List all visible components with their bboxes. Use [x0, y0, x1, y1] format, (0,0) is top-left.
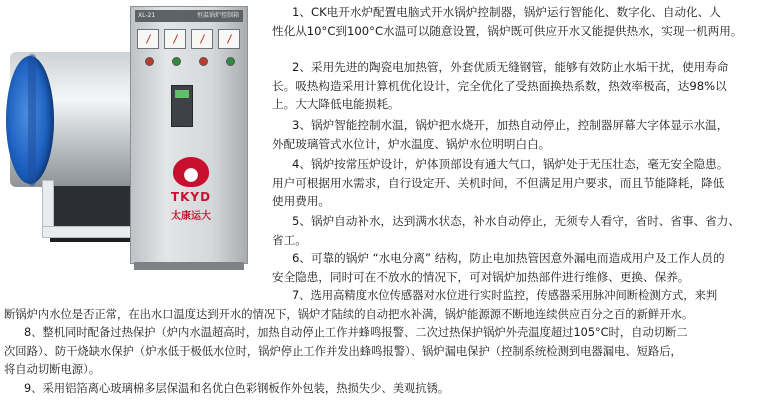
feature-line: 安全隐患，同时可在不放水的情况下，可对锅炉加热部件进行维修、更换、保养。: [272, 269, 690, 284]
feature-line: 3、锅炉智能控制水温，锅炉把水烧开，加热自动停止，控制器屏幕大字体显示水温，: [292, 118, 729, 132]
feature-line: 用户可根据用水需求，自行设定开、关机时间，不但满足用户要求，而且节能降耗，降低: [272, 175, 725, 190]
feature-8: [4, 324, 688, 380]
digital-controller: [171, 85, 193, 127]
outlet-pipe-horizontal: [42, 226, 132, 238]
feature-line: 次回路）、防干烧缺水保护（炉水低于极低水位时，锅炉停止工作并发出蜂鸣报警）、锅炉漏电保护（控制系统检测到电器漏电、短路后，: [4, 344, 682, 358]
feature-line: 2、采用先进的陶瓷电加热管，外套优质无缝钢管，能够有效防止水垢干扰，使用寿命: [292, 60, 729, 74]
indicator-light-icon: [145, 57, 154, 66]
feature-line: 断锅炉内水位是否正常，在出水口温度达到开水的情况下，锅炉才陆续的自动把水补满，锅炉能源源不断地连续供应百分之百的新鲜开水。: [4, 307, 694, 321]
feature-line: 9、采用铝箔离心玻璃棉多层保温和名优白色彩钢板作外包装，热损失少、美观抗锈。: [24, 382, 450, 395]
feature-line: 5、锅炉自动补水，达到满水状态，补水自动停止，无须专人看守，省时、省事、省力、: [292, 214, 740, 228]
feature-line: 将自动切断电源）。: [4, 363, 101, 377]
gauge-icon: [137, 29, 159, 49]
brand-logo-cn: 太康运大: [171, 211, 211, 222]
feature-line: 8、整机同时配备过热保护（炉内水温超高时，加热自动停止工作并蜂鸣报警、二次过热保护锅炉外壳温度超过105°C时，自动切断二: [24, 326, 688, 339]
feature-line: 1、CK电开水炉配置电脑式开水锅炉控制器，锅炉运行智能化、数字化、自动化、人: [292, 5, 721, 19]
brand-logo-icon: [173, 157, 209, 187]
gauge-icon: [218, 29, 240, 49]
feature-7: [4, 287, 718, 324]
cabinet-nameplate: [135, 10, 243, 22]
feature-line: 外配玻璃管式水位计，炉水温度、锅炉水位明明白白。: [272, 136, 551, 151]
gauge-icon: [164, 29, 186, 49]
indicator-light-icon: [199, 57, 208, 66]
feature-9: [24, 380, 449, 399]
panel-title: 恒温锅炉控制箱: [196, 12, 239, 19]
brand-logo: [159, 157, 223, 227]
feature-5: [272, 212, 740, 249]
feature-1: [272, 3, 743, 40]
cabinet-base: [134, 262, 244, 270]
indicator-light-row: [139, 57, 243, 67]
feature-2: [272, 58, 729, 114]
gauge-icon: [191, 29, 213, 49]
feature-4: [272, 155, 729, 211]
boiler-stand: [54, 186, 134, 226]
indicator-light-icon: [226, 57, 235, 66]
feature-3: [272, 116, 729, 153]
feature-line: 7、选用高精度水位传感器对水位进行实时监控，传感器采用脉冲间断检测方式，来判: [292, 289, 718, 302]
meter-row: [137, 29, 241, 51]
feature-line: 省工。: [272, 232, 307, 247]
feature-line: 长。吸热构造采用计算机优化设计，完全优化了受热面换热系数，热效率极高，达98%以: [272, 78, 727, 93]
indicator-light-icon: [172, 57, 181, 66]
feature-line: 上。大大降低电能损耗。: [272, 97, 400, 112]
feature-line: 4、锅炉按常压炉设计，炉体顶部设有通大气口，锅炉处于无压壮态，毫无安全隐患。: [292, 157, 729, 171]
brand-logo-en: TKYD: [170, 190, 212, 204]
control-cabinet: [130, 6, 248, 264]
feature-line: 性化从10°C到100°C水温可以随意设置，锅炉既可供应开水又能提供热水，实现一机两用。: [272, 23, 743, 38]
feature-line: 6、可靠的锅炉 “水电分离” 结构，防止电加热管因意外漏电而造成用户及工作人员的: [292, 251, 725, 265]
boiler-tank-ring: [28, 54, 36, 186]
model-label: XL-21: [138, 12, 156, 19]
feature-6: [272, 249, 725, 286]
product-photo: [0, 0, 268, 290]
feature-line: 使用费用。: [272, 194, 330, 209]
